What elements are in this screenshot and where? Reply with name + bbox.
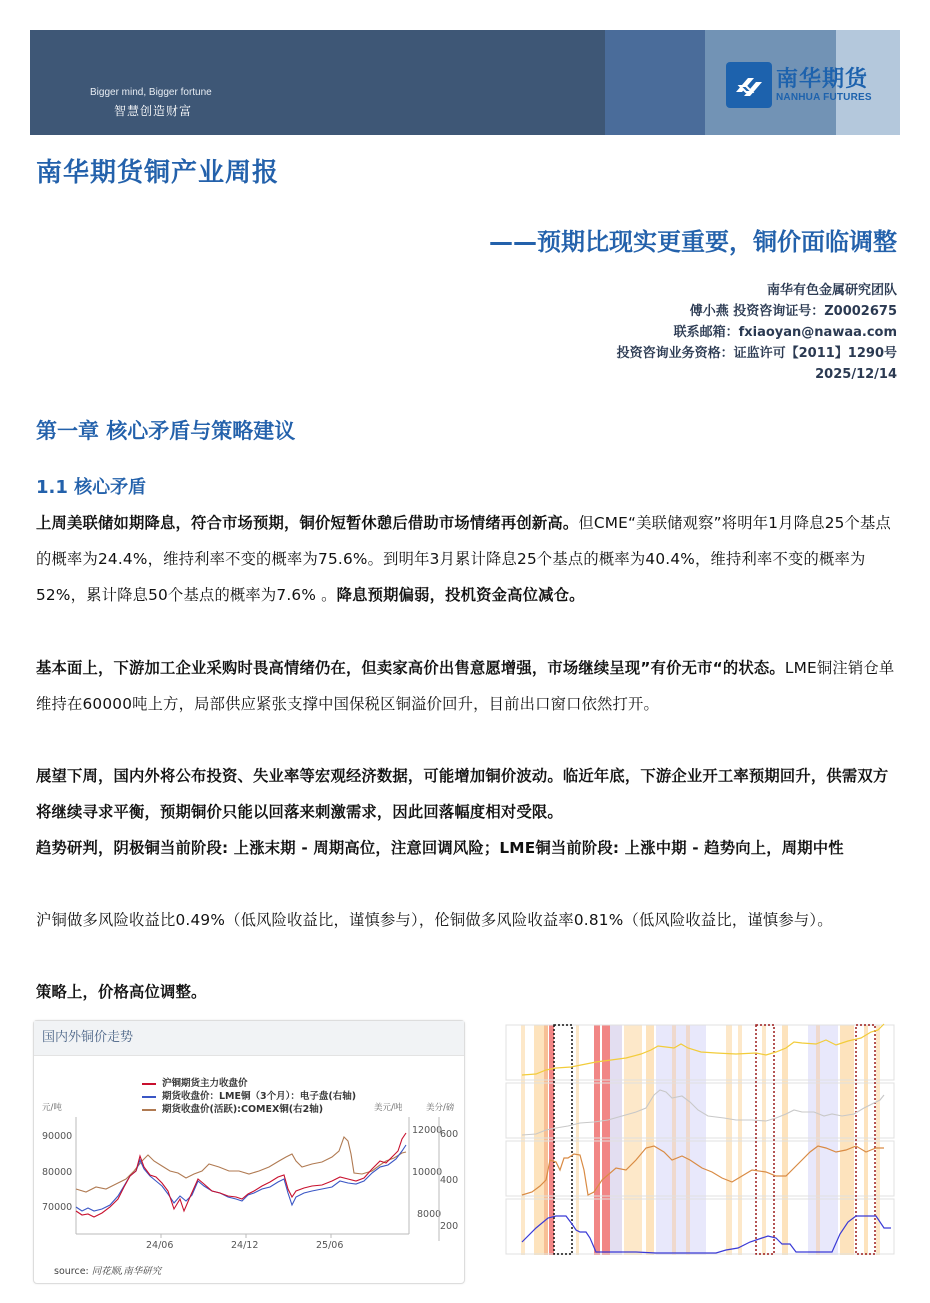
contact-email: 联系邮箱：fxiaoyan@nawaa.com (673, 325, 897, 340)
cycle-phase-chart-plot (476, 1020, 898, 1260)
chart-plot-area (34, 1021, 464, 1283)
license-info: 投资咨询业务资格：证监许可【2011】1290号 (616, 346, 897, 361)
logo-cn: 南华期货 (776, 66, 869, 92)
y-tick: 70000 (42, 1202, 73, 1213)
paragraph-trend-bold: 趋势研判，阴极铜当前阶段: 上涨末期 - 周期高位，注意回调风险；LME铜当前阶段: 上涨中期 - 趋势向上，周期中性 (36, 839, 844, 857)
paragraph-risk-reward (36, 902, 898, 938)
paragraph-fed-bold2: 降息预期偏弱，投机资金高位减仓。 (336, 586, 585, 604)
source-text: 同花顺,南华研究 (91, 1266, 162, 1277)
paragraph-strategy-bold: 策略上，价格高位调整。 (36, 983, 207, 1001)
legend-label-comex: 期货收盘价(活跃):COMEX铜(右2轴) (162, 1104, 324, 1115)
y-right2-tick: 200 (440, 1221, 459, 1232)
paragraph-outlook (36, 758, 898, 830)
report-subtitle: ——预期比现实更重要，铜价面临调整 (489, 228, 897, 256)
paragraph-fed-bold: 上周美联储如期降息，符合市场预期，铜价短暂休憩后借助市场情绪再创新高。 (36, 514, 579, 532)
section-title: 1.1 核心矛盾 (36, 477, 147, 498)
paragraph-fundamentals-text: LME铜注销仓单维持在60000吨上方，局部供应紧张支撑中国保税区铜溢价回升，目前出口窗口依然打开。 (36, 659, 895, 713)
y-right-tick: 8000 (417, 1209, 442, 1220)
y-right2-tick: 400 (440, 1175, 459, 1186)
research-team: 南华有色金属研究团队 (766, 283, 897, 298)
paragraph-fundamentals (36, 650, 898, 722)
report-title: 南华期货铜产业周报 (36, 158, 280, 188)
source-label: source: (54, 1266, 89, 1277)
y-right2-tick: 600 (440, 1129, 459, 1140)
slogan-en: Bigger mind, Bigger fortune (90, 87, 212, 98)
report-meta (617, 280, 897, 385)
legend-label-shfe: 沪铜期货主力收盘价 (162, 1078, 248, 1089)
y-tick: 80000 (42, 1167, 73, 1178)
y-right-axis-label: 美元/吨 (374, 1103, 403, 1113)
paragraph-trend (36, 830, 898, 866)
slogan-cn: 智慧创造财富 (114, 104, 193, 118)
logo-en: NANHUA FUTURES (776, 91, 872, 103)
analyst-info: 傅小燕 投资咨询证号：Z0002675 (689, 304, 897, 319)
legend-label-lme: 期货收盘价：LME铜（3个月）：电子盘(右轴) (162, 1091, 357, 1102)
paragraph-risk-reward-text: 沪铜做多风险收益比0.49%（低风险收益比，谨慎参与），伦铜做多风险收益率0.81%（低风险收益比，谨慎参与）。 (36, 911, 833, 929)
company-logo (726, 62, 872, 108)
y-right2-axis-label: 美分/磅 (426, 1103, 455, 1113)
x-tick: 24/06 (146, 1240, 174, 1251)
x-tick: 25/06 (316, 1240, 344, 1251)
paragraph-fed (36, 505, 898, 613)
banner-segment-2 (605, 30, 705, 135)
chapter-title: 第一章 核心矛盾与策略建议 (36, 419, 296, 443)
y-right-tick: 10000 (412, 1167, 443, 1178)
copper-price-chart (33, 1020, 465, 1284)
chart-title: 国内外铜价走势 (34, 1021, 464, 1056)
paragraph-fed-text: 但CME“美联储观察”将明年1月降息25个基点的概率为24.4%，维持利率不变的概率为75.6%。到明年3月累计降息25个基点的概率为40.4%，维持利率不变的概率为52%，累计降息50个基点的概率为7.6% 。 (36, 514, 892, 604)
paragraph-strategy (36, 974, 898, 1010)
y-right-tick: 12000 (412, 1125, 443, 1136)
report-date: 2025/12/14 (815, 367, 897, 382)
x-tick: 24/12 (231, 1240, 259, 1251)
y-left-axis-label: 元/吨 (42, 1103, 62, 1113)
banner-segment-1 (30, 30, 605, 135)
cycle-phase-chart (476, 1020, 898, 1260)
y-tick: 90000 (42, 1131, 73, 1142)
paragraph-outlook-bold: 展望下周，国内外将公布投资、失业率等宏观经济数据，可能增加铜价波动。临近年底，下游企业开工率预期回升，供需双方将继续寻求平衡，预期铜价只能以回落来刺激需求，因此回落幅度相对受限。 (36, 767, 889, 821)
logo-mark-icon (726, 62, 772, 108)
chart-source (54, 1263, 161, 1277)
paragraph-fundamentals-bold: 基本面上，下游加工企业采购时畏高情绪仍在，但卖家高价出售意愿增强，市场继续呈现”有价无市“的状态。 (36, 659, 785, 677)
